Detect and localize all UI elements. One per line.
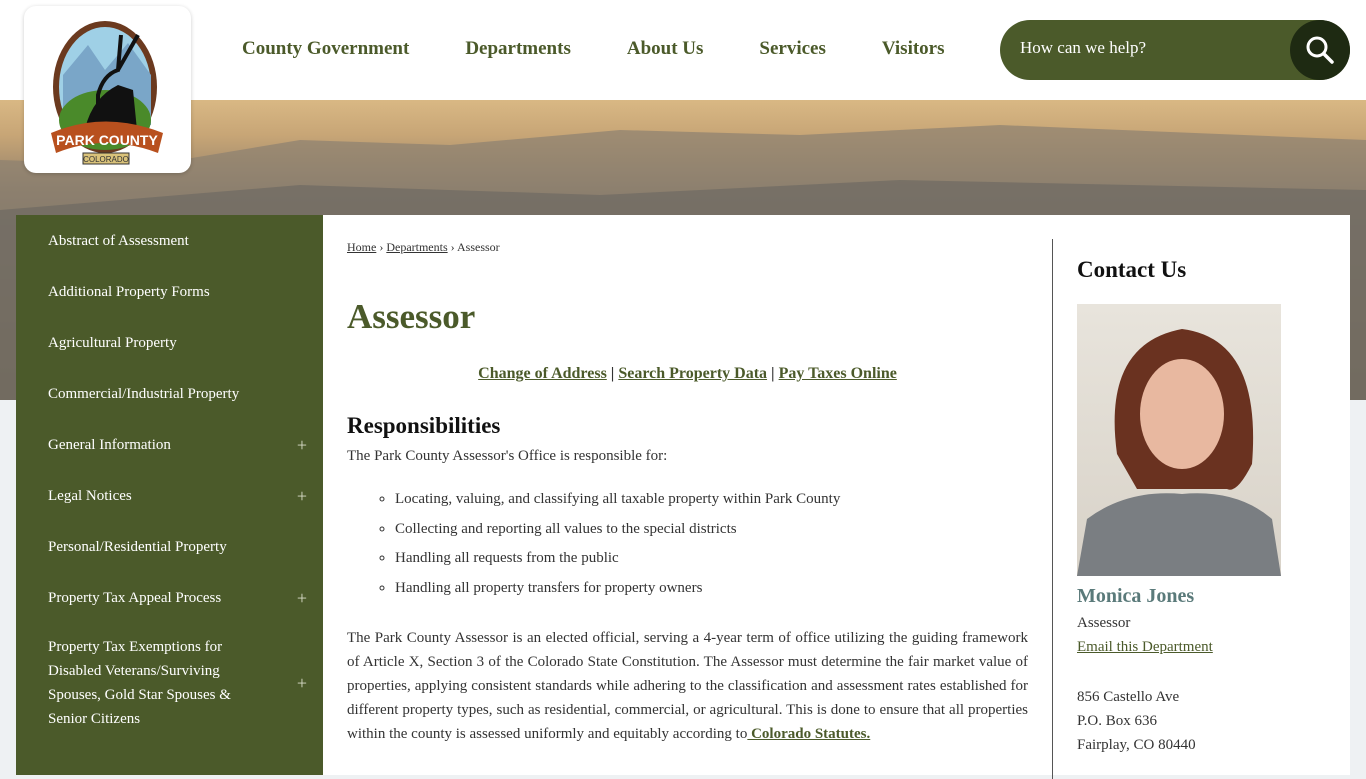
- expand-plus-icon[interactable]: +: [296, 485, 307, 506]
- email-department-link[interactable]: Email this Department: [1077, 639, 1213, 655]
- nav-departments[interactable]: Departments: [465, 38, 571, 59]
- search-icon: [1305, 35, 1335, 65]
- list-item: ◦ Handling all requests from the public: [395, 550, 840, 580]
- contact-address: [1077, 685, 1196, 757]
- address-line: P.O. Box 636: [1077, 713, 1158, 729]
- quick-links: [347, 365, 1028, 383]
- sidebar-item-legal-notices[interactable]: [16, 470, 323, 521]
- sidebar-item-general-information[interactable]: [16, 419, 323, 470]
- search-property-data-link[interactable]: Search Property Data: [618, 365, 768, 382]
- address-line: 856 Castello Ave: [1077, 689, 1180, 705]
- sidebar-item-label: Legal Notices: [48, 487, 132, 504]
- expand-plus-icon[interactable]: +: [296, 434, 307, 455]
- sidebar-item-personal-residential[interactable]: [16, 521, 323, 572]
- list-item: ◦ Handling all property transfers for property owners: [395, 580, 840, 610]
- list-item: ◦ Locating, valuing, and classifying all taxable property within Park County: [395, 491, 840, 521]
- nav-services[interactable]: Services: [759, 38, 826, 59]
- nav-visitors[interactable]: Visitors: [881, 38, 945, 59]
- page-title: Assessor: [347, 297, 476, 336]
- sidebar-item-label: General Information: [48, 436, 171, 453]
- contact-heading: Contact Us: [1077, 257, 1187, 282]
- assessor-photo: [1077, 304, 1281, 576]
- breadcrumb: Home › Departments › Assessor: [347, 240, 500, 254]
- pay-taxes-online-link[interactable]: Pay Taxes Online: [778, 365, 897, 382]
- responsibilities-intro: The Park County Assessor's Office is responsible for:: [347, 448, 668, 464]
- department-sidebar: [16, 215, 323, 775]
- expand-plus-icon[interactable]: +: [296, 587, 307, 608]
- sidebar-item-abstract-of-assessment[interactable]: [16, 215, 323, 266]
- description-text: The Park County Assessor is an elected official, serving a 4-year term of office utilizing the guiding framework of Article X, Section 3 of the Colorado State Constitution. The Assessor must determine the fair market value of properties, applying consistent standards while adhering to the classification and assessment rates established for different property types, such as residential, commercial, or agricultural. This is done to ensure that all properties within the county is assessed uniformly and equitably according to: [347, 630, 1028, 742]
- sidebar-item-label: Additional Property Forms: [48, 283, 210, 300]
- sidebar-item-tax-appeal[interactable]: [16, 572, 323, 623]
- svg-text:PARK COUNTY: PARK COUNTY: [55, 131, 158, 148]
- column-divider: [1052, 239, 1053, 779]
- nav-county-government[interactable]: County Government: [242, 38, 410, 59]
- sidebar-item-label: Abstract of Assessment: [48, 232, 189, 249]
- nav-about-us[interactable]: About Us: [626, 38, 704, 59]
- main-nav: [214, 38, 973, 60]
- contact-role: Assessor: [1077, 615, 1131, 631]
- park-county-logo[interactable]: [24, 6, 191, 173]
- sidebar-item-label: Property Tax Appeal Process: [48, 589, 222, 606]
- separator: |: [771, 365, 775, 382]
- responsibilities-heading: Responsibilities: [347, 413, 501, 438]
- sidebar-item-tax-exemptions[interactable]: [16, 623, 323, 743]
- main-content: [323, 215, 1350, 775]
- assessor-description: [347, 626, 1028, 746]
- sidebar-item-additional-property-forms[interactable]: [16, 266, 323, 317]
- list-item: ◦ Collecting and reporting all values to the special districts: [395, 521, 840, 551]
- search-box: [1000, 20, 1350, 80]
- search-button[interactable]: [1290, 20, 1350, 80]
- site-header: [0, 0, 1366, 100]
- sidebar-item-label: Personal/Residential Property: [48, 538, 227, 555]
- sidebar-item-agricultural-property[interactable]: [16, 317, 323, 368]
- sidebar-item-label: Property Tax Exemptions for Disabled Veterans/Surviving Spouses, Gold Star Spouses & Senior Citizens: [48, 639, 231, 727]
- sidebar-item-commercial-industrial[interactable]: [16, 368, 323, 419]
- change-of-address-link[interactable]: Change of Address: [478, 365, 607, 382]
- breadcrumb-home[interactable]: Home: [347, 240, 377, 254]
- search-input[interactable]: [1020, 38, 1280, 58]
- colorado-statutes-link[interactable]: Colorado Statutes.: [747, 726, 871, 742]
- responsibilities-list: [395, 491, 840, 609]
- sidebar-item-label: Commercial/Industrial Property: [48, 385, 240, 402]
- contact-name: Monica Jones: [1077, 585, 1195, 607]
- breadcrumb-current: Assessor: [456, 240, 500, 254]
- breadcrumb-departments[interactable]: Departments: [386, 240, 448, 254]
- address-line: Fairplay, CO 80440: [1077, 737, 1196, 753]
- logo-emblem: [43, 15, 173, 165]
- expand-plus-icon[interactable]: +: [296, 673, 307, 693]
- sidebar-item-label: Agricultural Property: [48, 334, 177, 351]
- svg-text:COLORADO: COLORADO: [82, 154, 129, 164]
- separator: |: [610, 365, 615, 382]
